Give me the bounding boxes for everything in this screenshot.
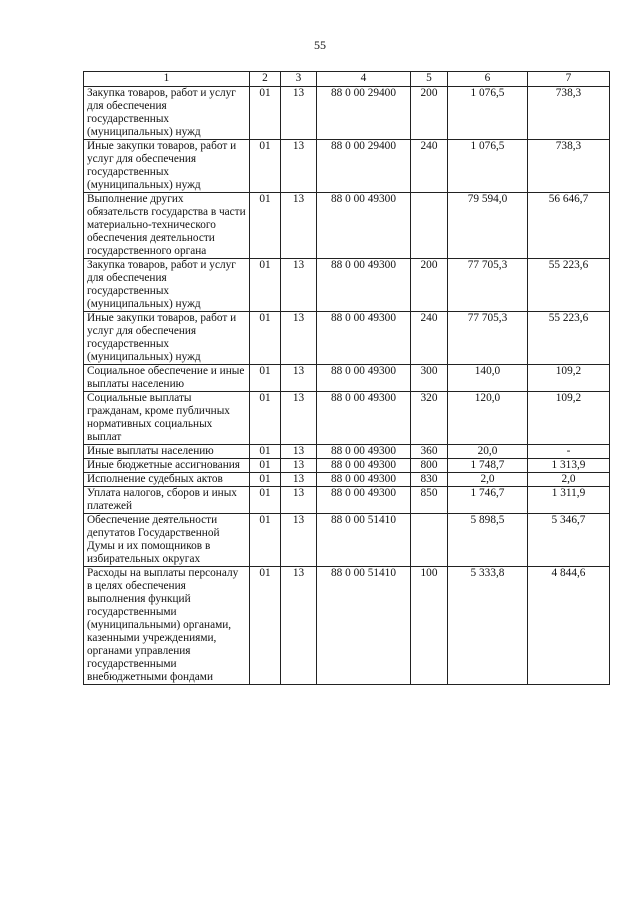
row-name-cell: Иные выплаты населению [84,445,250,459]
table-header-row [84,72,610,87]
subsection-cell: 13 [281,473,317,487]
actual-amount-cell: 738,3 [528,140,610,193]
actual-amount-cell: 5 346,7 [528,514,610,567]
expense-type-cell: 830 [411,473,448,487]
expense-type-cell: 200 [411,87,448,140]
row-name-cell: Закупка товаров, работ и услуг для обеспечения государственных (муниципальных) нужд [84,259,250,312]
column-header: 1 [84,72,250,87]
section-cell: 01 [250,487,281,514]
planned-amount-cell: 140,0 [448,365,528,392]
actual-amount-cell: 738,3 [528,87,610,140]
target-article-cell: 88 0 00 49300 [317,193,411,259]
expense-type-cell [411,514,448,567]
table-row [84,140,610,193]
subsection-cell: 13 [281,567,317,685]
table-row [84,459,610,473]
planned-amount-cell: 120,0 [448,392,528,445]
row-name-cell: Обеспечение деятельности депутатов Государственной Думы и их помощников в избирательных округах [84,514,250,567]
actual-amount-cell: 1 311,9 [528,487,610,514]
section-cell: 01 [250,473,281,487]
target-article-cell: 88 0 00 51410 [317,567,411,685]
section-cell: 01 [250,140,281,193]
target-article-cell: 88 0 00 51410 [317,514,411,567]
table-row [84,87,610,140]
target-article-cell: 88 0 00 49300 [317,459,411,473]
planned-amount-cell: 20,0 [448,445,528,459]
section-cell: 01 [250,567,281,685]
expense-type-cell [411,193,448,259]
planned-amount-cell: 5 898,5 [448,514,528,567]
target-article-cell: 88 0 00 49300 [317,445,411,459]
row-name-cell: Исполнение судебных актов [84,473,250,487]
row-name-cell: Иные закупки товаров, работ и услуг для обеспечения государственных (муниципальных) нужд [84,140,250,193]
table-row [84,259,610,312]
planned-amount-cell: 77 705,3 [448,259,528,312]
subsection-cell: 13 [281,193,317,259]
subsection-cell: 13 [281,392,317,445]
subsection-cell: 13 [281,259,317,312]
section-cell: 01 [250,445,281,459]
table-row [84,514,610,567]
subsection-cell: 13 [281,445,317,459]
table-row [84,312,610,365]
actual-amount-cell: 109,2 [528,365,610,392]
row-name-cell: Социальное обеспечение и иные выплаты населению [84,365,250,392]
actual-amount-cell: - [528,445,610,459]
section-cell: 01 [250,365,281,392]
row-name-cell: Иные закупки товаров, работ и услуг для обеспечения государственных (муниципальных) нужд [84,312,250,365]
row-name-cell: Расходы на выплаты персоналу в целях обеспечения выполнения функций государственными (муниципальными) органами, казенными учреждениями, органами управления государственными внебюджетными фондами [84,567,250,685]
section-cell: 01 [250,312,281,365]
subsection-cell: 13 [281,365,317,392]
section-cell: 01 [250,87,281,140]
table-row [84,473,610,487]
target-article-cell: 88 0 00 29400 [317,140,411,193]
table-row [84,567,610,685]
row-name-cell: Выполнение других обязательств государства в части материально-технического обеспечения деятельности государственного органа [84,193,250,259]
row-name-cell: Иные бюджетные ассигнования [84,459,250,473]
target-article-cell: 88 0 00 49300 [317,259,411,312]
section-cell: 01 [250,514,281,567]
actual-amount-cell: 2,0 [528,473,610,487]
expense-type-cell: 320 [411,392,448,445]
subsection-cell: 13 [281,459,317,473]
page-number: 55 [314,38,326,52]
actual-amount-cell: 109,2 [528,392,610,445]
expense-type-cell: 200 [411,259,448,312]
subsection-cell: 13 [281,140,317,193]
expense-type-cell: 800 [411,459,448,473]
table-body [84,87,610,685]
section-cell: 01 [250,392,281,445]
actual-amount-cell: 55 223,6 [528,312,610,365]
section-cell: 01 [250,193,281,259]
section-cell: 01 [250,259,281,312]
column-header: 7 [528,72,610,87]
target-article-cell: 88 0 00 49300 [317,312,411,365]
table-row [84,365,610,392]
column-header: 5 [411,72,448,87]
planned-amount-cell: 79 594,0 [448,193,528,259]
subsection-cell: 13 [281,487,317,514]
target-article-cell: 88 0 00 29400 [317,87,411,140]
table-row [84,392,610,445]
subsection-cell: 13 [281,87,317,140]
planned-amount-cell: 2,0 [448,473,528,487]
target-article-cell: 88 0 00 49300 [317,487,411,514]
expense-type-cell: 300 [411,365,448,392]
target-article-cell: 88 0 00 49300 [317,473,411,487]
column-header: 3 [281,72,317,87]
planned-amount-cell: 1 076,5 [448,87,528,140]
planned-amount-cell: 5 333,8 [448,567,528,685]
planned-amount-cell: 77 705,3 [448,312,528,365]
column-header: 2 [250,72,281,87]
planned-amount-cell: 1 748,7 [448,459,528,473]
budget-table [83,71,610,685]
row-name-cell: Уплата налогов, сборов и иных платежей [84,487,250,514]
target-article-cell: 88 0 00 49300 [317,392,411,445]
actual-amount-cell: 1 313,9 [528,459,610,473]
actual-amount-cell: 4 844,6 [528,567,610,685]
target-article-cell: 88 0 00 49300 [317,365,411,392]
column-header: 6 [448,72,528,87]
expense-type-cell: 100 [411,567,448,685]
subsection-cell: 13 [281,514,317,567]
table-row [84,193,610,259]
planned-amount-cell: 1 076,5 [448,140,528,193]
expense-type-cell: 360 [411,445,448,459]
subsection-cell: 13 [281,312,317,365]
column-header: 4 [317,72,411,87]
expense-type-cell: 240 [411,140,448,193]
expense-type-cell: 240 [411,312,448,365]
expense-type-cell: 850 [411,487,448,514]
row-name-cell: Социальные выплаты гражданам, кроме публичных нормативных социальных выплат [84,392,250,445]
actual-amount-cell: 55 223,6 [528,259,610,312]
table-row [84,487,610,514]
section-cell: 01 [250,459,281,473]
table-row [84,445,610,459]
row-name-cell: Закупка товаров, работ и услуг для обеспечения государственных (муниципальных) нужд [84,87,250,140]
planned-amount-cell: 1 746,7 [448,487,528,514]
actual-amount-cell: 56 646,7 [528,193,610,259]
